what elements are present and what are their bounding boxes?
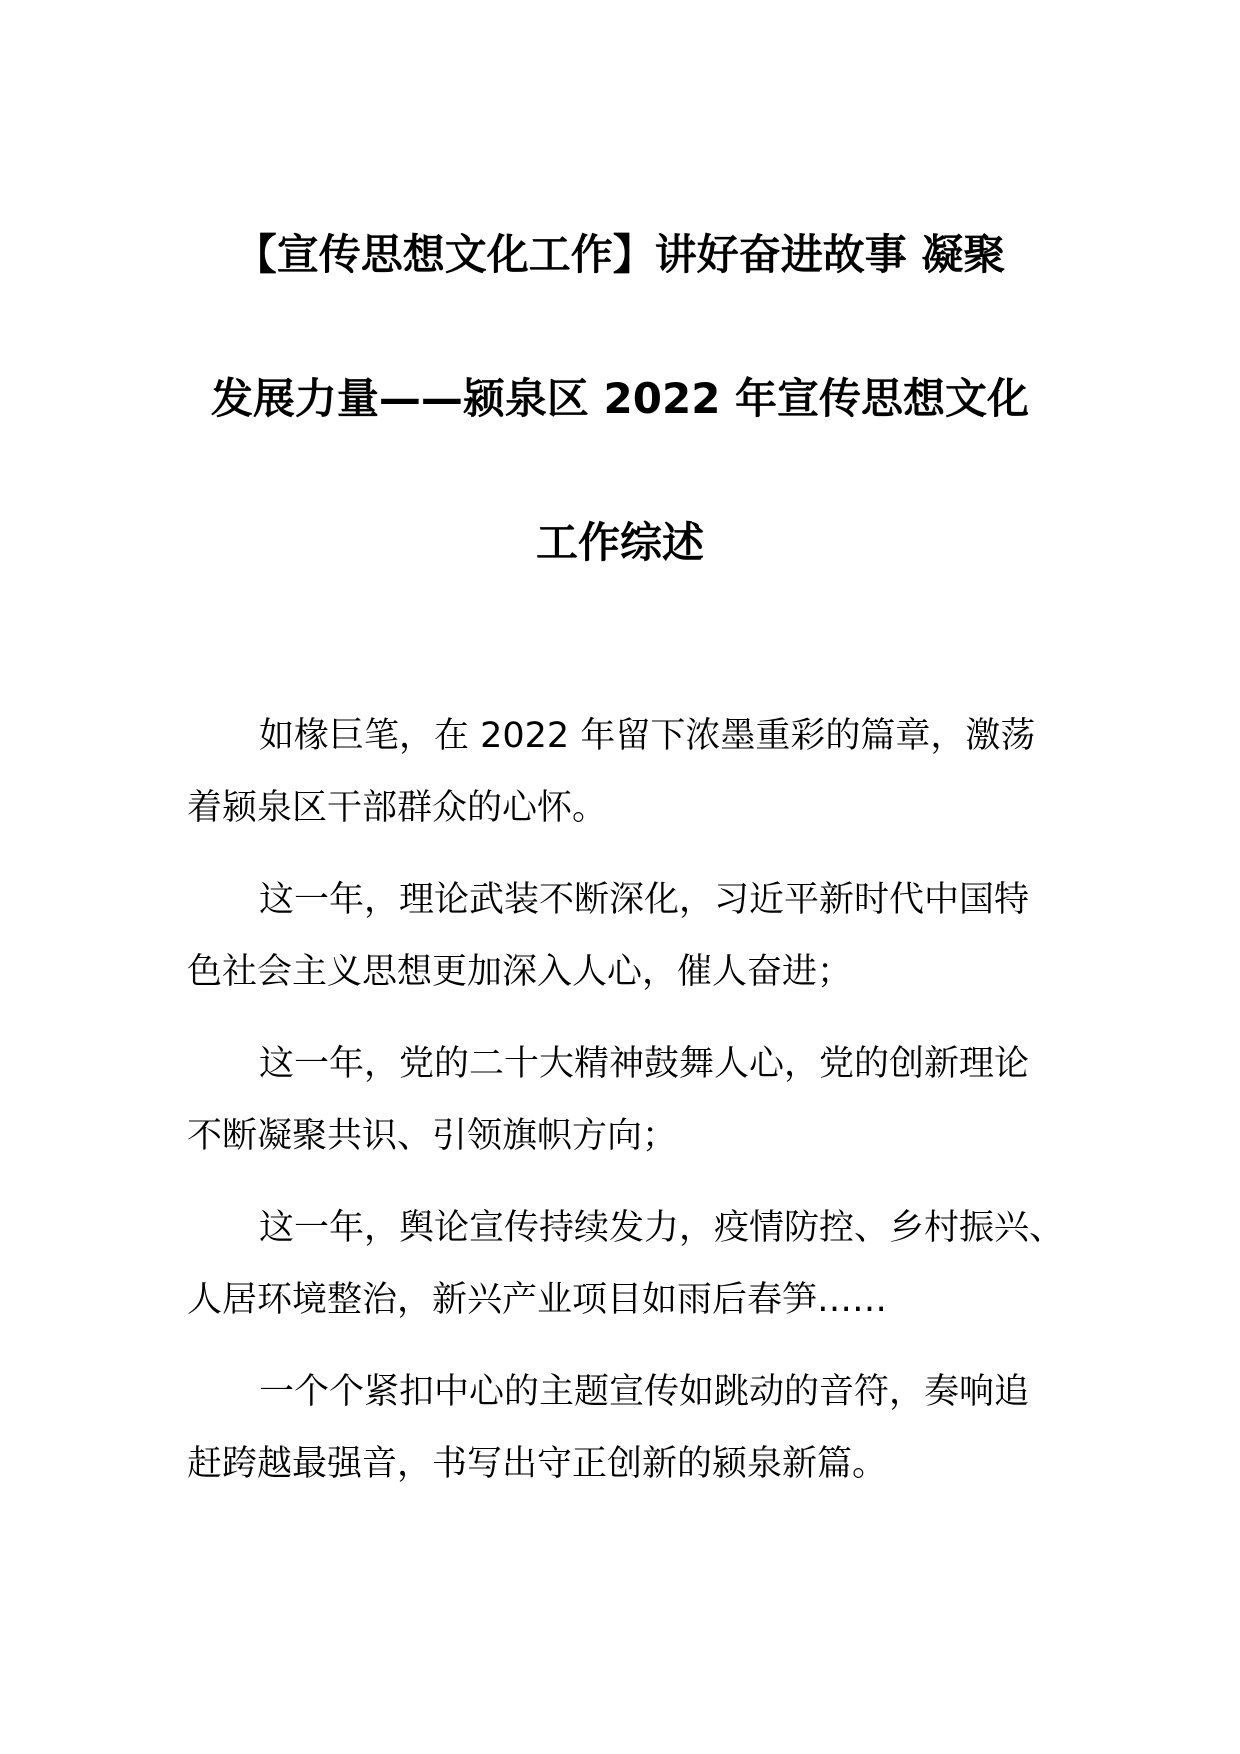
paragraph-line: 人居环境整治，新兴产业项目如雨后春笋…… [187,1280,888,1320]
paragraph-line: 这一年，理论武装不断深化，习近平新时代中国特 [259,880,1030,920]
paragraph-line: 着颍泉区干部群众的心怀。 [187,788,608,828]
title-line: 【宣传思想文化工作】讲好奋进故事 凝聚 [234,230,1006,279]
body-paragraph [187,1356,1067,1500]
paragraph-line: 色社会主义思想更加深入人心，催人奋进； [187,952,853,992]
paragraph-line: 赶跨越最强音，书写出守正创新的颍泉新篇。 [187,1444,888,1484]
document-body [187,700,1067,1520]
paragraph-line: 这一年，党的二十大精神鼓舞人心，党的创新理论 [259,1044,1030,1084]
title-line: 工作综述 [535,518,704,567]
body-paragraph [187,700,1067,844]
document-title [150,183,1090,615]
body-paragraph [187,864,1067,1008]
paragraph-line: 一个个紧扣中心的主题宣传如跳动的音符，奏响追 [259,1372,1030,1412]
body-paragraph [187,1028,1067,1172]
paragraph-line: 如椽巨笔，在 2022 年留下浓墨重彩的篇章，激荡 [259,716,1036,756]
title-line: 发展力量——颍泉区 2022 年宣传思想文化 [210,374,1030,423]
paragraph-line: 这一年，舆论宣传持续发力，疫情防控、乡村振兴、 [259,1208,1065,1248]
body-paragraph [187,1192,1067,1336]
paragraph-line: 不断凝聚共识、引领旗帜方向； [187,1116,678,1156]
